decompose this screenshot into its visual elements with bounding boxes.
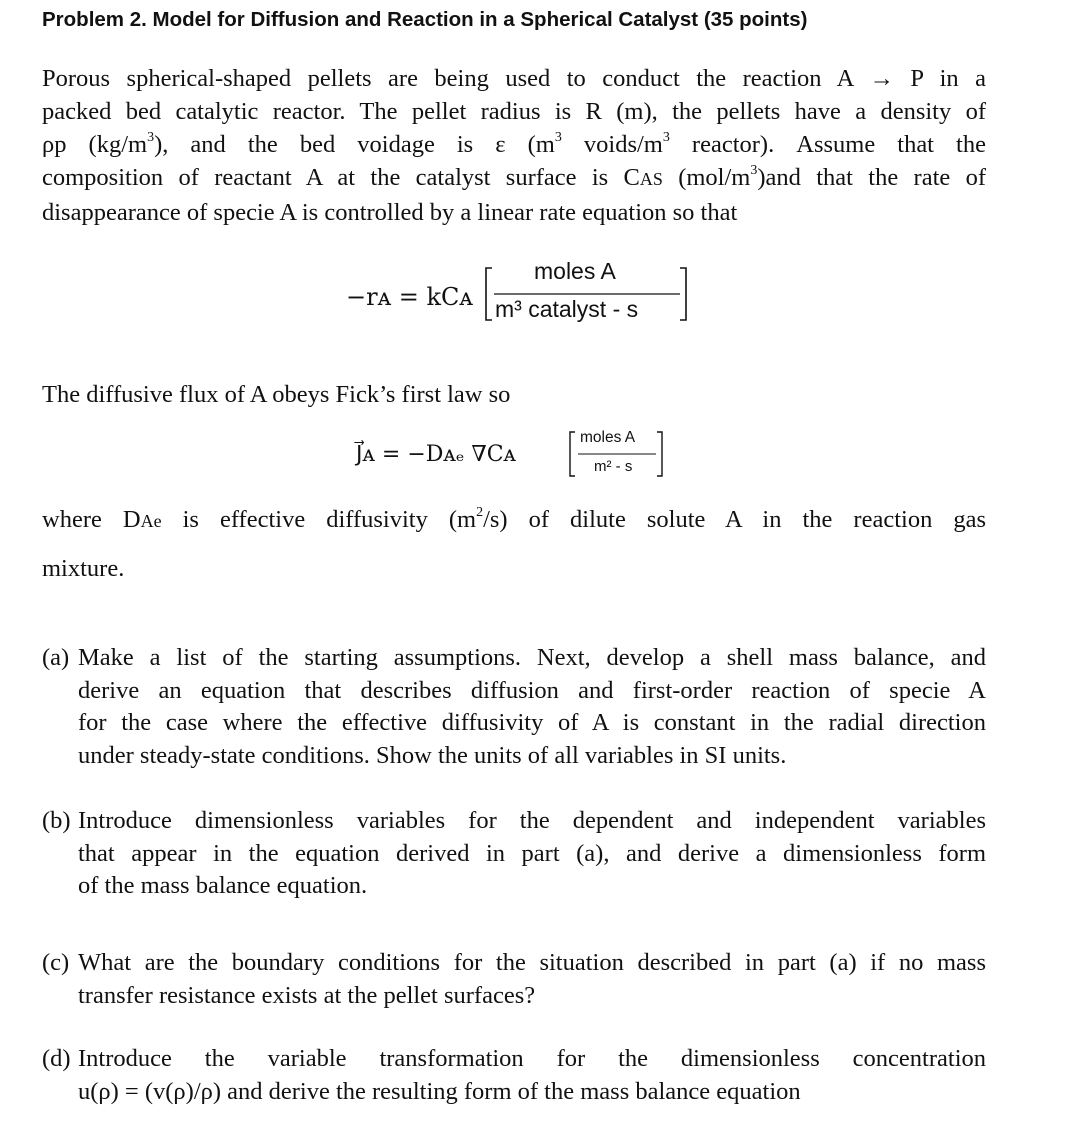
part-c xyxy=(42,947,986,1012)
fick-text: The diffusive flux of A obeys Fick’s first law so xyxy=(42,381,511,408)
problem-title: Problem 2. Model for Diffusion and Reaction in a Spherical Catalyst (35 points) xyxy=(42,8,808,31)
part-line: that appear in the equation derived in part (a), and derive a dimensionless form xyxy=(78,839,986,867)
part-line: under steady-state conditions. Show the units of all variables in SI units. xyxy=(78,741,787,769)
where-line: mixture. xyxy=(42,555,125,582)
intro-line: Porous spherical-shaped pellets are being used to conduct the reaction A → P in a xyxy=(42,65,986,92)
units-denominator: m² - s xyxy=(594,458,633,475)
part-line: Make a list of the starting assumptions. Next, develop a shell mass balance, and xyxy=(78,644,986,671)
part-d xyxy=(42,1043,986,1108)
intro-line: ρp $(kg/m^3)$, and the bed voidage is ε ($m^3$ voids/$m^3$ reactor). Assume that the xyxy=(42,129,986,158)
where-paragraph xyxy=(42,496,986,593)
flux-equation-units xyxy=(566,428,666,478)
rate-equation-units xyxy=(482,254,690,324)
part-line: of the mass balance equation. xyxy=(78,872,368,899)
part-line: transfer resistance exists at the pellet surfaces? xyxy=(78,981,536,1009)
units-numerator: moles A xyxy=(534,258,616,284)
part-line: derive an equation that describes diffusion and first-order reaction of specie A xyxy=(78,676,986,704)
intro-line: packed bed catalytic reactor. The pellet radius is R (m), the pellets have a density of xyxy=(42,98,986,125)
part-line: What are the boundary conditions for the situation described in part (a) if no mass xyxy=(78,949,986,976)
part-line: Introduce dimensionless variables for the dependent and independent variables xyxy=(78,807,986,834)
flux-equation-lhs: J⃗ᴀ = −Dᴀₑ ∇Cᴀ xyxy=(356,442,516,467)
part-line: u(ρ) = (v(ρ)/ρ) and derive the resulting form of the mass balance equation xyxy=(78,1077,801,1105)
rate-equation-lhs: −rᴀ = kCᴀ xyxy=(346,283,473,311)
fick-paragraph xyxy=(42,378,986,411)
part-label: (b) xyxy=(42,807,71,834)
intro-line: disappearance of specie A is controlled by a linear rate equation so that xyxy=(42,199,738,226)
part-label: (d) xyxy=(42,1045,71,1072)
intro-line: composition of reactant A at the catalyst surface is CAS $(mol/m^3)and$ that the rate of xyxy=(42,162,987,191)
part-line: for the case where the effective diffusivity of A is constant in the radial direction xyxy=(78,709,986,736)
intro-paragraph xyxy=(42,62,986,229)
part-label: (c) xyxy=(42,949,70,976)
where-line: where DAe is effective diffusivity $(m^2/s)$ of dilute solute A in the reaction gas xyxy=(42,504,987,533)
part-a xyxy=(42,642,986,772)
units-denominator: m³ catalyst - s xyxy=(495,296,639,322)
part-label: (a) xyxy=(42,644,70,671)
part-line: Introduce the variable transformation for the dimensionless concentration xyxy=(78,1045,986,1072)
part-b xyxy=(42,805,986,903)
units-numerator: moles A xyxy=(580,429,636,446)
